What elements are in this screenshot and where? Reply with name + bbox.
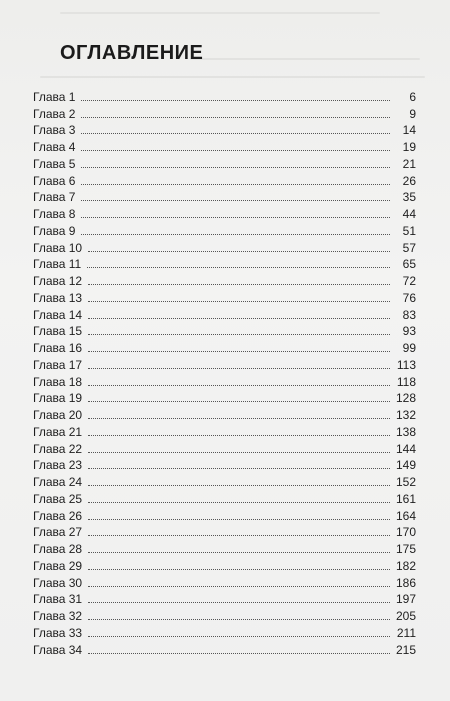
toc-entry: [33, 204, 416, 221]
toc-entry-page-number: 26: [402, 173, 416, 188]
toc-entry: [33, 489, 416, 506]
dot-leader: [88, 400, 390, 402]
toc-entry-page-number: 51: [402, 223, 416, 238]
toc-entry-label: Глава 13: [33, 290, 83, 305]
toc-entry-page-number: 118: [396, 374, 416, 389]
toc-entry-label: Глава 1: [33, 89, 76, 104]
toc-entry: [33, 523, 416, 540]
toc-entry-label: Глава 2: [33, 106, 76, 121]
toc-entry-label: Глава 29: [33, 558, 83, 573]
toc-entry-label: Глава 34: [33, 642, 83, 657]
toc-entry-page-number: 205: [395, 609, 416, 623]
dot-leader: [87, 266, 390, 268]
toc-entry-label: Глава 4: [33, 140, 76, 154]
dot-leader: [88, 333, 390, 335]
toc-entry-label: Глава 7: [33, 190, 76, 205]
toc-entry-page-number: 175: [395, 542, 416, 556]
dot-leader: [81, 216, 390, 218]
toc-entry: [33, 606, 416, 623]
toc-entry-page-number: 19: [402, 140, 416, 154]
toc-entry-page-number: 21: [402, 156, 416, 171]
toc-entry: [33, 322, 416, 339]
dot-leader: [88, 585, 390, 587]
toc-entry-label: Глава 19: [33, 391, 83, 406]
toc-entry: [33, 154, 416, 171]
toc-entry-label: Глава 16: [33, 341, 83, 355]
toc-entry: [33, 338, 416, 355]
toc-entry-page-number: 93: [402, 324, 416, 339]
bleed-through-line: [40, 76, 425, 78]
toc-entry-page-number: 152: [395, 475, 416, 489]
bleed-through-line: [190, 58, 420, 60]
dot-leader: [81, 166, 390, 168]
toc-entry-label: Глава 32: [33, 609, 83, 623]
toc-entry: [33, 640, 416, 657]
dot-leader: [88, 635, 390, 637]
dot-leader: [81, 199, 390, 201]
toc-entry-page-number: 44: [402, 207, 416, 221]
dot-leader: [88, 501, 390, 503]
toc-entry: [33, 573, 416, 590]
toc-entry-label: Глава 17: [33, 357, 83, 372]
bleed-through-line: [60, 12, 380, 14]
toc-entry-label: Глава 11: [33, 257, 82, 272]
toc-entry: [33, 255, 416, 272]
toc-entry: [33, 271, 416, 288]
toc-entry-page-number: 164: [395, 508, 416, 523]
toc-entry: [33, 221, 416, 238]
dot-leader: [88, 451, 390, 453]
dot-leader: [88, 300, 390, 302]
toc-entry-page-number: 83: [402, 307, 416, 322]
toc-entry-page-number: 182: [395, 558, 416, 573]
dot-leader: [81, 233, 390, 235]
dot-leader: [81, 132, 390, 134]
toc-entry-page-number: 161: [395, 491, 416, 506]
dot-leader: [88, 652, 390, 654]
toc-entry-label: Глава 6: [33, 173, 76, 188]
toc-entry-label: Глава 12: [33, 274, 83, 288]
toc-entry: [33, 121, 416, 138]
toc-entry: [33, 556, 416, 573]
toc-entry: [33, 305, 416, 322]
toc-entry-label: Глава 15: [33, 324, 83, 339]
toc-entry-page-number: 65: [402, 257, 416, 272]
toc-entry: [33, 405, 416, 422]
dot-leader: [88, 467, 390, 469]
dot-leader: [88, 618, 390, 620]
dot-leader: [88, 317, 390, 319]
toc-entry-label: Глава 20: [33, 408, 83, 422]
dot-leader: [88, 283, 390, 285]
toc-entry: [33, 372, 416, 389]
toc-entry: [33, 439, 416, 456]
toc-entry: [33, 623, 416, 640]
toc-entry-page-number: 76: [402, 290, 416, 305]
toc-entry-label: Глава 31: [33, 592, 83, 607]
toc-entry: [33, 137, 416, 154]
table-of-contents: [33, 87, 416, 657]
toc-entry-page-number: 72: [402, 274, 416, 288]
dot-leader: [88, 434, 390, 436]
toc-entry-label: Глава 23: [33, 458, 83, 473]
toc-entry-label: Глава 28: [33, 542, 83, 556]
toc-entry-page-number: 9: [409, 106, 416, 121]
toc-entry-label: Глава 21: [33, 424, 83, 439]
dot-leader: [88, 568, 390, 570]
toc-entry-page-number: 170: [395, 525, 416, 540]
toc-entry-label: Глава 10: [33, 240, 83, 255]
toc-entry-page-number: 35: [402, 190, 416, 205]
dot-leader: [81, 149, 390, 151]
toc-entry-page-number: 132: [395, 408, 416, 422]
toc-entry-page-number: 6: [409, 89, 416, 104]
dot-leader: [88, 367, 390, 369]
toc-entry-label: Глава 26: [33, 508, 83, 523]
toc-entry: [33, 238, 416, 255]
dot-leader: [81, 99, 390, 101]
toc-entry-label: Глава 22: [33, 441, 83, 456]
toc-entry: [33, 355, 416, 372]
dot-leader: [88, 601, 390, 603]
dot-leader: [88, 350, 390, 352]
dot-leader: [88, 518, 390, 520]
toc-entry-page-number: 215: [395, 642, 416, 657]
toc-entry-page-number: 186: [395, 575, 416, 590]
toc-entry-page-number: 138: [395, 424, 416, 439]
toc-entry-page-number: 211: [396, 625, 416, 640]
toc-entry: [33, 389, 416, 406]
toc-entry: [33, 188, 416, 205]
toc-entry-label: Глава 25: [33, 491, 83, 506]
dot-leader: [88, 417, 390, 419]
dot-leader: [88, 250, 390, 252]
toc-entry-label: Глава 14: [33, 307, 83, 322]
toc-entry: [33, 590, 416, 607]
toc-entry-label: Глава 33: [33, 625, 83, 640]
toc-entry-label: Глава 8: [33, 207, 76, 221]
toc-entry-page-number: 128: [395, 391, 416, 406]
toc-entry: [33, 422, 416, 439]
toc-entry: [33, 87, 416, 104]
toc-entry: [33, 456, 416, 473]
toc-entry-label: Глава 9: [33, 223, 76, 238]
dot-leader: [88, 384, 390, 386]
toc-entry-label: Глава 27: [33, 525, 83, 540]
toc-entry: [33, 506, 416, 523]
toc-entry: [33, 171, 416, 188]
page-title: ОГЛАВЛЕНИЕ: [60, 42, 204, 64]
toc-entry-page-number: 197: [395, 592, 416, 607]
toc-entry-page-number: 113: [396, 357, 416, 372]
toc-entry-label: Глава 5: [33, 156, 76, 171]
dot-leader: [88, 534, 390, 536]
toc-entry: [33, 472, 416, 489]
toc-entry-page-number: 57: [402, 240, 416, 255]
toc-entry-label: Глава 30: [33, 575, 83, 590]
dot-leader: [81, 183, 390, 185]
toc-entry-label: Глава 3: [33, 123, 76, 138]
toc-entry: [33, 104, 416, 121]
toc-entry-label: Глава 24: [33, 475, 83, 489]
toc-entry-label: Глава 18: [33, 374, 83, 389]
dot-leader: [88, 484, 390, 486]
toc-entry-page-number: 144: [395, 441, 416, 456]
toc-entry: [33, 539, 416, 556]
dot-leader: [88, 551, 390, 553]
toc-entry-page-number: 149: [395, 458, 416, 473]
toc-entry-page-number: 99: [402, 341, 416, 355]
dot-leader: [81, 116, 390, 118]
toc-entry-page-number: 14: [402, 123, 416, 138]
toc-entry: [33, 288, 416, 305]
